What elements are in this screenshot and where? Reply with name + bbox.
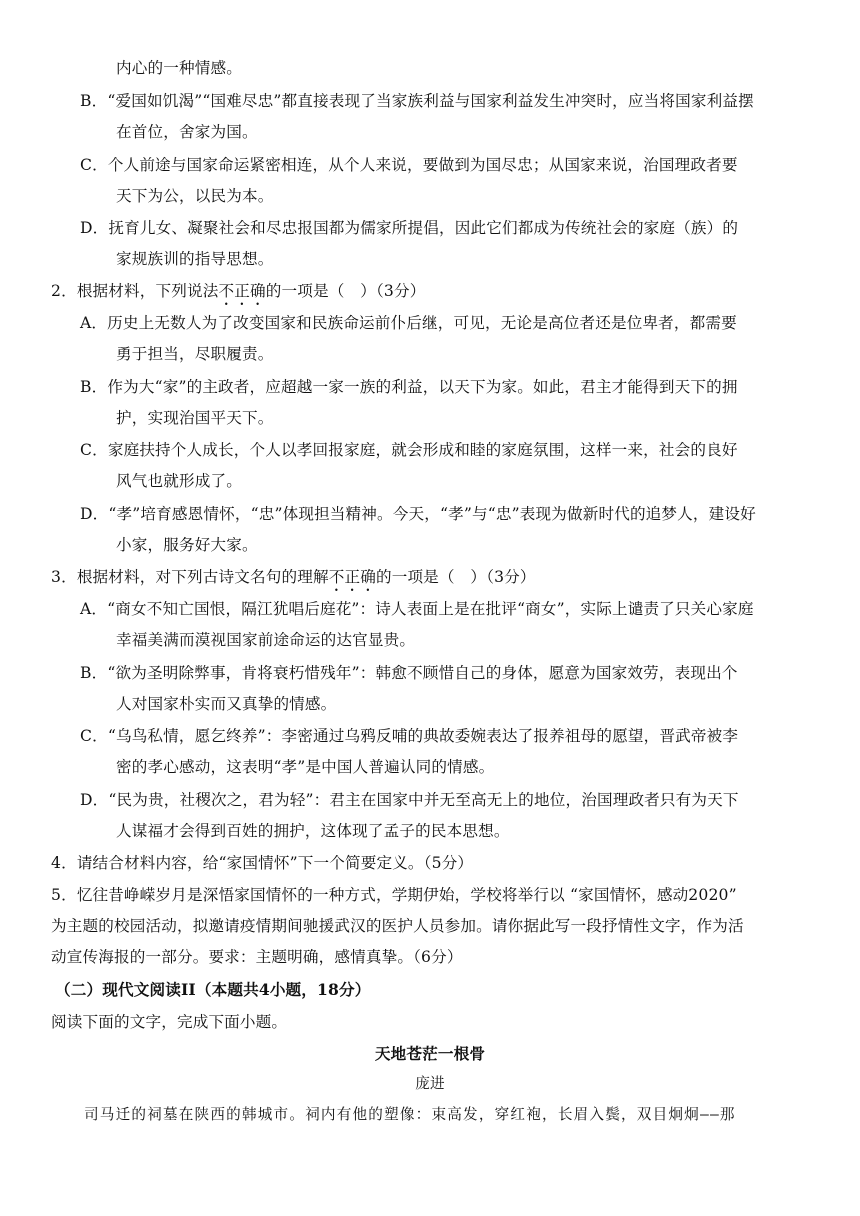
q1-option-d-cont: 家规族训的指导思想。 (116, 250, 274, 268)
question-2-emphasis: 不正确 (218, 282, 266, 300)
question-2 (51, 281, 425, 309)
q3-option-a-cont: 幸福美满而漠视国家前途命运的达官显贵。 (116, 631, 416, 649)
section-heading: （二）现代文阅读II（本题共4小题，18分） (55, 980, 371, 999)
question-2-prefix: 2．根据材料，下列说法 (51, 282, 219, 300)
q2-option-a: A．历史上无数人为了改变国家和民族命运前仆后继，可见，无论是高位者还是位卑者，都需要 (80, 314, 737, 332)
question-3 (51, 567, 536, 595)
q3-option-d-cont: 人谋福才会得到百姓的拥护，这体现了孟子的民本思想。 (116, 822, 510, 840)
q3-option-b-cont: 人对国家朴实而又真挚的情感。 (116, 695, 337, 713)
q3-option-d: D．“民为贵，社稷次之，君为轻”：君主在国家中并无至高无上的地位，治国理政者只有为天下 (80, 791, 739, 809)
q2-option-b: B．作为大“家”的主政者，应超越一家一族的利益，以天下为家。如此，君主才能得到天下的拥 (80, 378, 738, 396)
q2-option-b-cont: 护，实现治国平天下。 (116, 409, 274, 427)
question-2-suffix: 的一项是（ ）（3分） (265, 282, 426, 300)
q2-option-a-cont: 勇于担当，尽职履责。 (116, 345, 274, 363)
q1-option-c-cont: 天下为公，以民为本。 (116, 187, 274, 205)
q2-option-d: D．“孝”培育感恩情怀，“忠”体现担当精神。今天，“孝”与“忠”表现为做新时代的追梦人，建设好 (80, 505, 756, 523)
q2-option-c-cont: 风气也就形成了。 (116, 472, 242, 490)
article-paragraph: 司马迁的祠墓在陕西的韩城市。祠内有他的塑像：束高发，穿红袍，长眉入鬓，双目炯炯——那 (84, 1106, 736, 1123)
q1-option-c: C．个人前途与国家命运紧密相连，从个人来说，要做到为国尽忠；从国家来说，治国理政者要 (80, 156, 738, 174)
question-3-prefix: 3．根据材料，对下列古诗文名句的理解 (51, 568, 329, 586)
question-3-suffix: 的一项是（ ）（3分） (375, 568, 536, 586)
q1-option-b-cont: 在首位，舍家为国。 (116, 123, 258, 141)
question-3-emphasis: 不正确 (328, 568, 376, 586)
option-a-continuation: 内心的一种情感。 (116, 59, 242, 77)
q2-option-d-cont: 小家，服务好大家。 (116, 536, 258, 554)
q3-option-c: C．“乌鸟私情，愿乞终养”：李密通过乌鸦反哺的典故委婉表达了报养祖母的愿望，晋武帝被李 (80, 727, 739, 745)
question-5-cont-2: 动宣传海报的一部分。要求：主题明确，感情真挚。（6分） (51, 948, 463, 966)
q1-option-b: B．“爱国如饥渴”“国难尽忠”都直接表现了当家族利益与国家利益发生冲突时，应当将国家利益摆 (80, 92, 754, 110)
q3-option-c-cont: 密的孝心感动，这表明“孝”是中国人普遍认同的情感。 (116, 758, 495, 776)
article-author: 庞进 (415, 1075, 445, 1092)
question-4: 4．请结合材料内容，给“家国情怀”下一个简要定义。（5分） (51, 854, 474, 872)
reading-instruction: 阅读下面的文字，完成下面小题。 (51, 1013, 288, 1031)
question-5: 5．忆往昔峥嵘岁月是深悟家国情怀的一种方式，学期伊始，学校将举行以 “家国情怀，感动2020” (51, 886, 737, 904)
q2-option-c: C．家庭扶持个人成长，个人以孝回报家庭，就会形成和睦的家庭氛围，这样一来，社会的良好 (80, 441, 738, 459)
question-5-cont-1: 为主题的校园活动，拟邀请疫情期间驰援武汉的医护人员参加。请你据此写一段抒情性文字，作为活 (51, 917, 744, 935)
q1-option-d: D．抚育儿女、凝聚社会和尽忠报国都为儒家所提倡，因此它们都成为传统社会的家庭（族）的 (80, 219, 739, 237)
q3-option-b: B．“欲为圣明除弊事，肯将衰朽惜残年”：韩愈不顾惜自己的身体，愿意为国家效劳，表现出个 (80, 664, 738, 682)
article-title: 天地苍茫一根骨 (374, 1044, 486, 1063)
q3-option-a: A．“商女不知亡国恨，隔江犹唱后庭花”：诗人表面上是在批评“商女”，实际上谴责了只关心家庭 (80, 600, 754, 618)
